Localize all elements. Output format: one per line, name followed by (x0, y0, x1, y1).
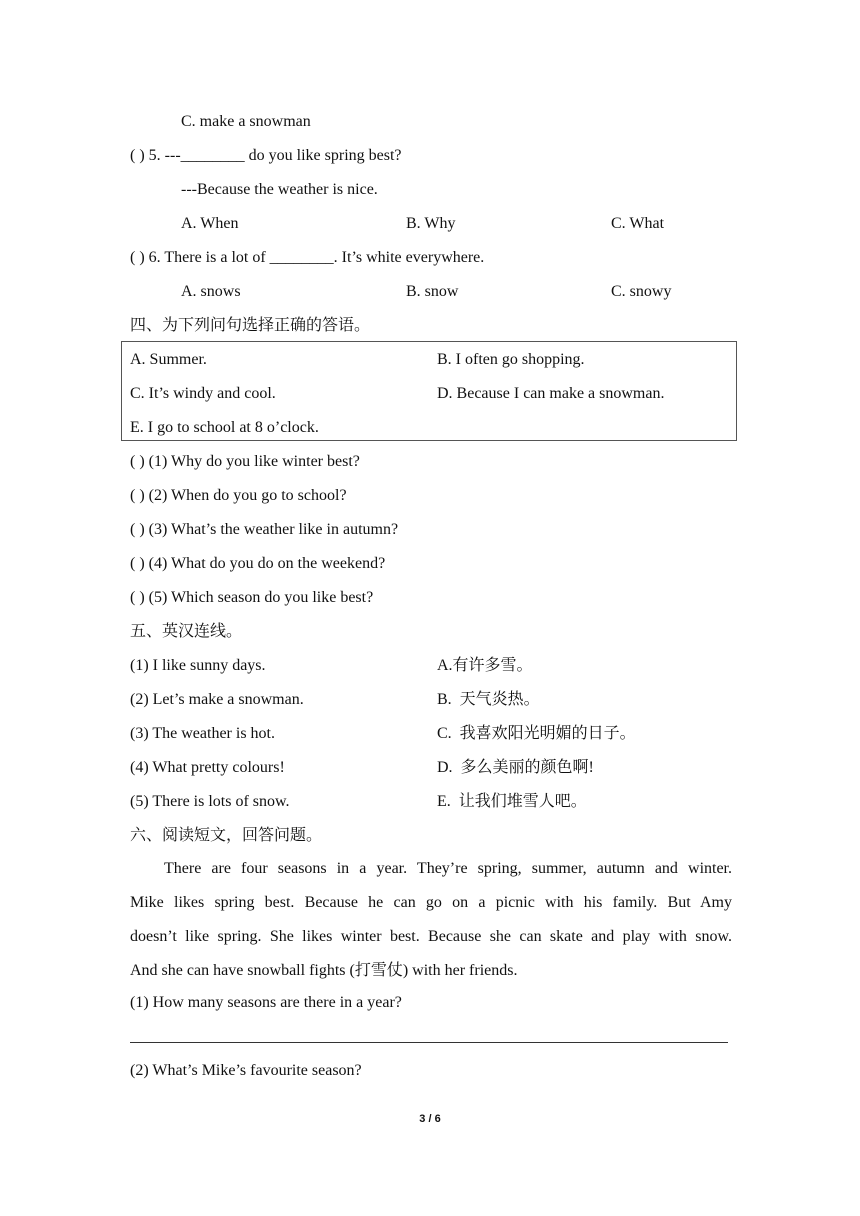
section4-question-4[interactable]: ( ) (4) What do you do on the weekend? (130, 555, 386, 572)
passage-line-3: doesn’t like spring. She likes winter best. Because she can skate and play with snow. (130, 928, 732, 945)
section4-question-5[interactable]: ( ) (5) Which season do you like best? (130, 589, 374, 606)
answer-writing-line-1[interactable] (130, 1042, 728, 1043)
match-chinese-e[interactable]: E. 让我们堆雪人吧。 (437, 793, 587, 810)
match-chinese-b[interactable]: B. 天气炎热。 (437, 691, 540, 708)
passage-line-4: And she can have snowball fights (打雪仗) with her friends. (130, 962, 518, 979)
section5-heading: 五、英汉连线。 (130, 623, 243, 640)
match-chinese-d[interactable]: D. 多么美丽的颜色啊! (437, 759, 594, 776)
match-chinese-a[interactable]: A.有许多雪。 (437, 657, 533, 674)
q6-option-c[interactable]: C. snowy (611, 283, 672, 300)
match-english-1[interactable]: (1) I like sunny days. (130, 657, 266, 674)
section4-heading: 四、为下列问句选择正确的答语。 (130, 317, 371, 334)
reading-question-1: (1) How many seasons are there in a year? (130, 994, 402, 1011)
match-chinese-c[interactable]: C. 我喜欢阳光明媚的日子。 (437, 725, 636, 742)
section4-question-2[interactable]: ( ) (2) When do you go to school? (130, 487, 347, 504)
section4-question-1[interactable]: ( ) (1) Why do you like winter best? (130, 453, 360, 470)
q6-stem: ( ) 6. There is a lot of ________. It’s white everywhere. (130, 249, 485, 266)
q4-option-c: C. make a snowman (181, 113, 311, 130)
q5-reply: ---Because the weather is nice. (181, 181, 378, 198)
q5-option-a[interactable]: A. When (181, 215, 239, 232)
answer-option-d: D. Because I can make a snowman. (437, 385, 665, 402)
reading-passage (130, 859, 732, 995)
q6-option-a[interactable]: A. snows (181, 283, 241, 300)
reading-question-2: (2) What’s Mike’s favourite season? (130, 1062, 362, 1079)
passage-line-2: Mike likes spring best. Because he can go on a picnic with his family. But Amy (130, 894, 732, 911)
q5-option-b[interactable]: B. Why (406, 215, 456, 232)
section4-question-3[interactable]: ( ) (3) What’s the weather like in autumn? (130, 521, 399, 538)
match-english-4[interactable]: (4) What pretty colours! (130, 759, 285, 776)
answer-option-b: B. I often go shopping. (437, 351, 585, 368)
answer-option-e: E. I go to school at 8 o’clock. (130, 419, 319, 436)
q5-stem: ( ) 5. ---________ do you like spring best? (130, 147, 402, 164)
q6-option-b[interactable]: B. snow (406, 283, 459, 300)
q5-option-c[interactable]: C. What (611, 215, 665, 232)
match-english-5[interactable]: (5) There is lots of snow. (130, 793, 290, 810)
answer-option-c: C. It’s windy and cool. (130, 385, 276, 402)
match-english-2[interactable]: (2) Let’s make a snowman. (130, 691, 304, 708)
passage-line-1: There are four seasons in a year. They’re spring, summer, autumn and winter. (164, 860, 732, 877)
answer-option-a: A. Summer. (130, 351, 207, 368)
section6-heading: 六、阅读短文，回答问题。 (130, 827, 323, 844)
match-english-3[interactable]: (3) The weather is hot. (130, 725, 275, 742)
page-number: 3 / 6 (419, 1113, 441, 1125)
